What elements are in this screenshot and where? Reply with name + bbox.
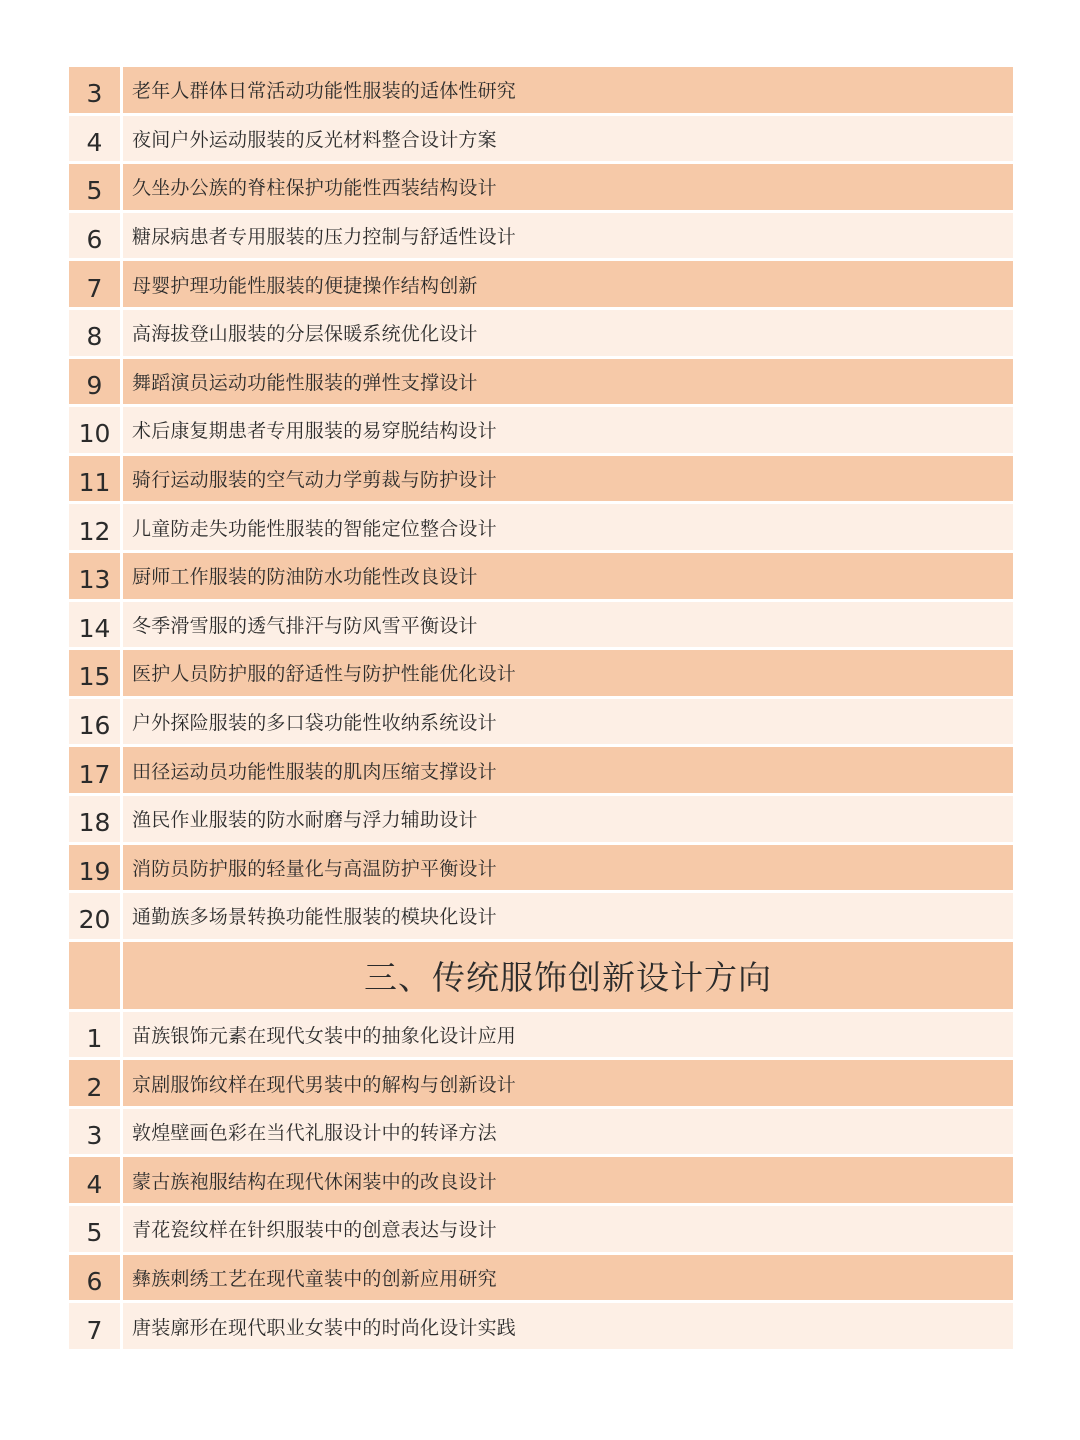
- row-number: 2: [86, 1072, 103, 1102]
- table-row: [69, 164, 1013, 210]
- table-row: [69, 116, 1013, 162]
- row-number: 18: [78, 808, 111, 838]
- row-number: 16: [78, 711, 111, 741]
- row-number: 10: [78, 419, 111, 449]
- row-number: 8: [86, 322, 103, 352]
- row-number: 12: [78, 516, 111, 546]
- row-number: 6: [86, 1266, 103, 1296]
- row-number: 6: [86, 225, 103, 255]
- table-row: [69, 1255, 1013, 1301]
- row-number: 11: [78, 468, 111, 498]
- row-number: 9: [86, 370, 103, 400]
- row-topic: 舞蹈演员运动功能性服装的弹性支撑设计: [132, 371, 478, 394]
- table-row: [69, 1060, 1013, 1106]
- table-row: [69, 407, 1013, 453]
- row-number: 1: [86, 1023, 103, 1053]
- table-row: [69, 553, 1013, 599]
- row-number: 5: [86, 176, 103, 206]
- section-three-heading: 三、传统服饰创新设计方向: [364, 957, 772, 997]
- row-number: 3: [86, 1121, 103, 1151]
- row-topic: 久坐办公族的脊柱保护功能性西装结构设计: [132, 177, 497, 200]
- table-row: [69, 1303, 1013, 1349]
- row-topic: 彝族刺绣工艺在现代童装中的创新应用研究: [132, 1267, 497, 1290]
- topics-table: [69, 67, 1013, 1352]
- row-topic: 通勤族多场景转换功能性服装的模块化设计: [132, 906, 497, 929]
- table-row: [69, 699, 1013, 745]
- table-row: [69, 1157, 1013, 1203]
- row-number: 15: [78, 662, 111, 692]
- row-topic: 京剧服饰纹样在现代男装中的解构与创新设计: [132, 1073, 517, 1096]
- row-number: 4: [86, 127, 103, 157]
- row-topic: 苗族银饰元素在现代女装中的抽象化设计应用: [132, 1024, 517, 1047]
- table-row: [69, 1109, 1013, 1155]
- row-topic: 青花瓷纹样在针织服装中的创意表达与设计: [132, 1219, 497, 1242]
- row-number: 13: [78, 565, 111, 595]
- table-row: [69, 650, 1013, 696]
- section-two-rows: [69, 67, 1013, 939]
- row-number: 7: [86, 273, 103, 303]
- table-row: [69, 1206, 1013, 1252]
- table-row: [69, 261, 1013, 307]
- row-topic: 糖尿病患者专用服装的压力控制与舒适性设计: [132, 226, 517, 249]
- row-topic: 厨师工作服装的防油防水功能性改良设计: [132, 566, 478, 589]
- row-number: 3: [86, 79, 103, 109]
- row-number: 14: [78, 613, 111, 643]
- row-topic: 户外探险服装的多口袋功能性收纳系统设计: [132, 712, 497, 735]
- table-row: [69, 747, 1013, 793]
- row-topic: 骑行运动服装的空气动力学剪裁与防护设计: [132, 469, 497, 492]
- row-topic: 老年人群体日常活动功能性服装的适体性研究: [132, 80, 517, 103]
- row-topic: 医护人员防护服的舒适性与防护性能优化设计: [132, 663, 517, 686]
- table-row: [69, 1012, 1013, 1058]
- row-topic: 唐装廓形在现代职业女装中的时尚化设计实践: [132, 1316, 517, 1339]
- table-row: [69, 67, 1013, 113]
- row-topic: 母婴护理功能性服装的便捷操作结构创新: [132, 274, 478, 297]
- row-topic: 夜间户外运动服装的反光材料整合设计方案: [132, 128, 497, 151]
- table-row: [69, 359, 1013, 405]
- row-number: 5: [86, 1218, 103, 1248]
- row-topic: 高海拔登山服装的分层保暖系统优化设计: [132, 323, 478, 346]
- row-number: 7: [86, 1315, 103, 1345]
- row-topic: 蒙古族袍服结构在现代休闲装中的改良设计: [132, 1170, 497, 1193]
- heading-number-cell: [69, 942, 120, 1009]
- row-topic: 术后康复期患者专用服装的易穿脱结构设计: [132, 420, 497, 443]
- row-number: 4: [86, 1169, 103, 1199]
- row-topic: 敦煌壁画色彩在当代礼服设计中的转译方法: [132, 1122, 497, 1145]
- table-row: [69, 796, 1013, 842]
- row-topic: 冬季滑雪服的透气排汗与防风雪平衡设计: [132, 614, 478, 637]
- row-number: 17: [78, 759, 111, 789]
- table-row: [69, 310, 1013, 356]
- table-row: [69, 504, 1013, 550]
- table-row: [69, 456, 1013, 502]
- row-number: 19: [78, 856, 111, 886]
- table-row: [69, 845, 1013, 891]
- table-row: [69, 893, 1013, 939]
- section-three-rows: [69, 1012, 1013, 1349]
- table-row: [69, 213, 1013, 259]
- row-topic: 渔民作业服装的防水耐磨与浮力辅助设计: [132, 809, 478, 832]
- table-row: [69, 602, 1013, 648]
- section-three-heading-row: [69, 942, 1013, 1009]
- row-topic: 消防员防护服的轻量化与高温防护平衡设计: [132, 857, 497, 880]
- row-topic: 儿童防走失功能性服装的智能定位整合设计: [132, 517, 497, 540]
- row-topic: 田径运动员功能性服装的肌肉压缩支撑设计: [132, 760, 497, 783]
- row-number: 20: [78, 905, 111, 935]
